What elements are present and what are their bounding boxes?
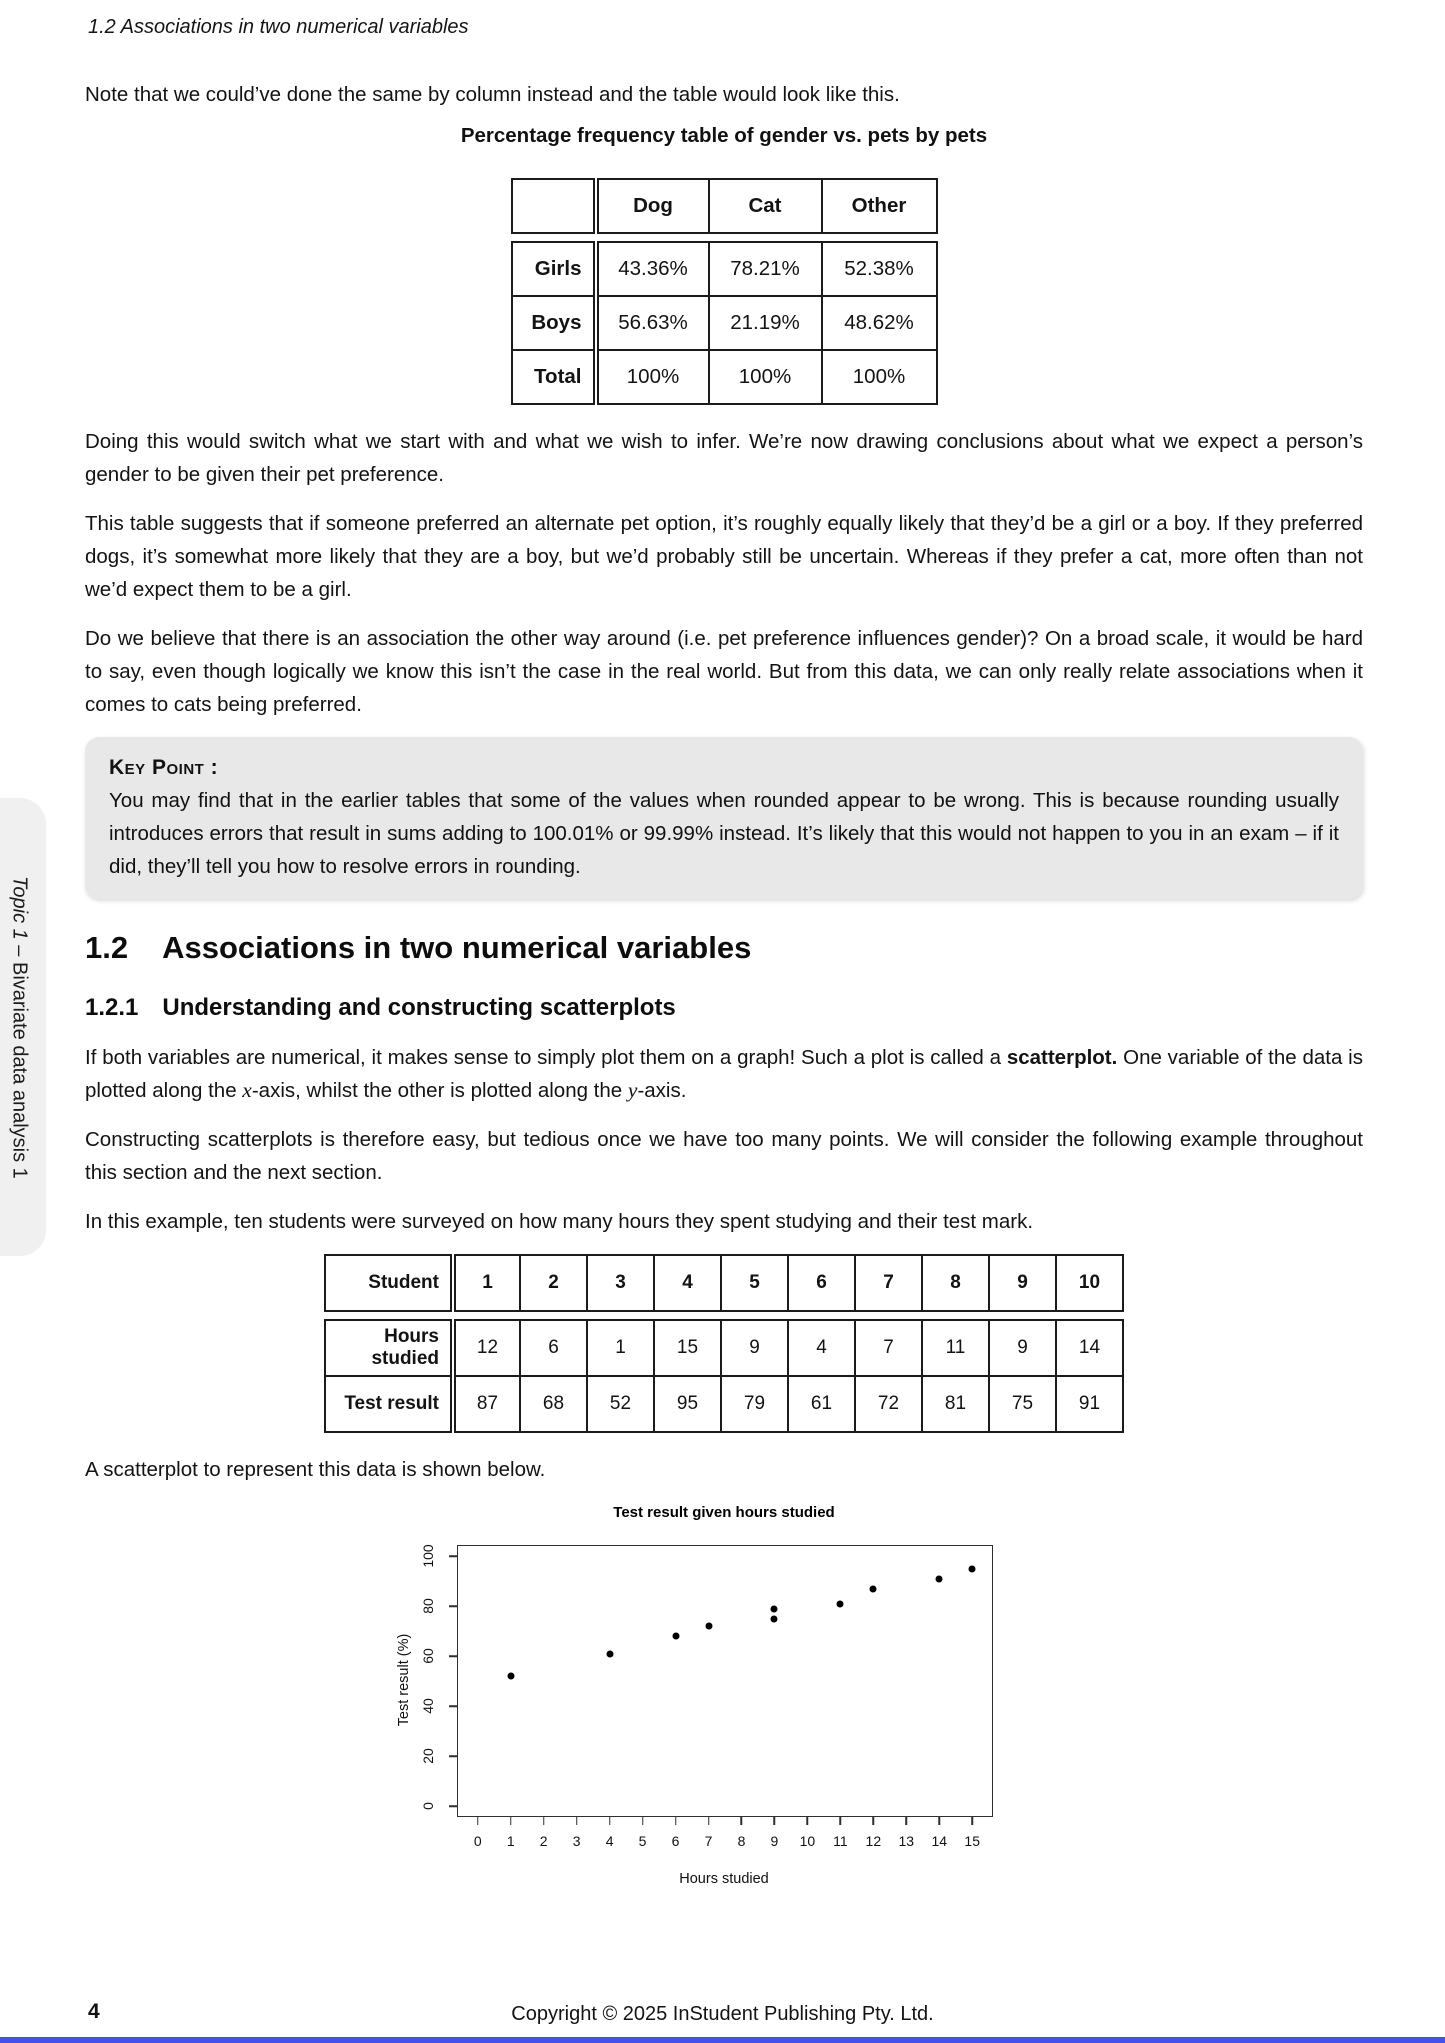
pet-cell: 48.62% <box>822 296 937 350</box>
x-tick-label: 6 <box>671 1833 680 1849</box>
x-tick-label: 12 <box>865 1833 882 1849</box>
student-header-label-cell: Student <box>325 1255 453 1311</box>
student-cell: 15 <box>654 1320 721 1376</box>
student-label-cell: Test result <box>325 1376 453 1432</box>
y-tick <box>449 1555 457 1557</box>
student-row <box>325 1320 1123 1376</box>
x-tick-label: 11 <box>833 1833 848 1849</box>
x-tick <box>576 1817 578 1825</box>
pet-cell: 43.36% <box>596 242 709 296</box>
pet-row <box>512 350 937 404</box>
y-tick <box>449 1755 457 1757</box>
pet-header-row <box>512 179 937 233</box>
x-tick <box>609 1817 611 1825</box>
pet-header-cell: Cat <box>709 179 822 233</box>
data-point <box>771 1615 778 1622</box>
x-tick <box>774 1817 776 1825</box>
data-point <box>606 1650 613 1657</box>
paragraph-constructing: Constructing scatterplots is therefore easy, but tedious once we have too many points. We will consider the following example throughout this section and the next section. <box>85 1128 1363 1184</box>
y-tick-label: 40 <box>420 1698 436 1714</box>
student-cell: 11 <box>922 1320 989 1376</box>
x-tick-label: 10 <box>799 1833 816 1849</box>
pet-header-cell: Other <box>822 179 937 233</box>
student-cell: 61 <box>788 1376 855 1432</box>
data-point <box>705 1623 712 1630</box>
pet-table-title: Percentage frequency table of gender vs. pets by pets <box>460 124 988 147</box>
plot-area <box>420 1544 993 1849</box>
sidebar-topic-label <box>8 876 31 1179</box>
pet-label-cell: Girls <box>512 242 596 296</box>
data-point <box>672 1633 679 1640</box>
x-tick <box>971 1817 973 1825</box>
student-row <box>325 1376 1123 1432</box>
student-label-cell: Hours studied <box>325 1320 453 1376</box>
student-cell: 4 <box>788 1320 855 1376</box>
math-x: x <box>242 1078 252 1102</box>
paragraph-scatterplot-definition <box>85 1041 1363 1107</box>
student-header-cell: 3 <box>587 1255 654 1311</box>
running-header: 1.2 Associations in two numerical variables <box>88 16 469 38</box>
student-cell: 9 <box>989 1320 1056 1376</box>
paragraph-table-suggests: This table suggests that if someone preferred an alternate pet option, it’s roughly equally likely that they’d be a girl or a boy. If they preferred dogs, it’s somewhat more likely that they are a boy, but we’d probably still be uncertain. Whereas if they prefer a cat, more often than not we’d expect them to be a girl. <box>85 512 1363 601</box>
y-axis-label: Test result (%) <box>396 1633 412 1727</box>
subsection-number: 1.2.1 <box>85 994 139 1021</box>
scatterplot-figure <box>374 1502 1074 1900</box>
pet-table <box>85 178 1363 405</box>
paragraph-switch-infer: Doing this would switch what we start with and what we wish to infer. We’re now drawing conclusions about what we expect a person’s gender to be given their pet preference. <box>85 430 1363 486</box>
text-run: If both variables are numerical, it makes sense to simply plot them on a graph! Such a plot is called a <box>85 1046 1007 1069</box>
sidebar-topic-title: – Bivariate data analysis 1 <box>8 939 31 1179</box>
key-point-box <box>85 737 1363 899</box>
x-tick-label: 3 <box>572 1833 581 1849</box>
data-point <box>936 1575 943 1582</box>
y-tick <box>449 1805 457 1807</box>
math-y: y <box>627 1078 638 1102</box>
y-tick-label: 60 <box>420 1648 436 1664</box>
x-tick <box>510 1817 512 1825</box>
x-axis-label: Hours studied <box>679 1871 769 1887</box>
student-cell: 79 <box>721 1376 788 1432</box>
sidebar-topic-number: Topic 1 <box>8 875 31 940</box>
y-tick <box>449 1705 457 1707</box>
x-tick-label: 8 <box>737 1833 746 1849</box>
x-tick-label: 13 <box>898 1833 915 1849</box>
data-point <box>969 1565 976 1572</box>
student-header-cell: 9 <box>989 1255 1056 1311</box>
y-tick-label: 20 <box>420 1748 436 1764</box>
x-tick <box>543 1817 545 1825</box>
student-header-cell: 8 <box>922 1255 989 1311</box>
student-header-cell: 2 <box>520 1255 587 1311</box>
students-table <box>85 1254 1363 1433</box>
student-header-cell: 7 <box>855 1255 922 1311</box>
x-tick <box>477 1817 479 1825</box>
students-table-body <box>324 1319 1124 1433</box>
student-cell: 95 <box>654 1376 721 1432</box>
students-table-header <box>324 1254 1124 1312</box>
pet-label-cell: Total <box>512 350 596 404</box>
x-tick <box>840 1817 842 1825</box>
student-cell: 87 <box>453 1376 520 1432</box>
pet-row <box>512 296 937 350</box>
student-cell: 52 <box>587 1376 654 1432</box>
student-header-cell: 5 <box>721 1255 788 1311</box>
student-header-cell: 10 <box>1056 1255 1123 1311</box>
x-tick <box>741 1817 743 1825</box>
pet-cell: 100% <box>822 350 937 404</box>
x-tick <box>873 1817 875 1825</box>
x-tick-label: 4 <box>605 1833 614 1849</box>
x-tick-label: 14 <box>931 1833 948 1849</box>
student-header-cell: 6 <box>788 1255 855 1311</box>
pet-cell: 100% <box>596 350 709 404</box>
x-tick-label: 0 <box>473 1833 482 1849</box>
pet-header-cell: Dog <box>596 179 709 233</box>
x-tick <box>708 1817 710 1825</box>
x-tick-label: 9 <box>770 1833 779 1849</box>
data-point <box>771 1605 778 1612</box>
student-cell: 12 <box>453 1320 520 1376</box>
pet-label-cell: Boys <box>512 296 596 350</box>
paragraph-intro-table: Note that we could’ve done the same by column instead and the table would look like this. <box>85 83 900 106</box>
student-header-row <box>325 1255 1123 1311</box>
pet-header-label-cell <box>512 179 596 233</box>
pet-table-header <box>511 178 938 234</box>
y-tick-label: 100 <box>420 1544 436 1568</box>
pet-cell: 100% <box>709 350 822 404</box>
bottom-accent-bar <box>0 2037 1445 2043</box>
student-cell: 68 <box>520 1376 587 1432</box>
pet-row <box>512 242 937 296</box>
student-cell: 6 <box>520 1320 587 1376</box>
key-point-body: You may find that in the earlier tables that some of the values when rounded appear to be wrong. This is because rounding usually introduces errors that result in sums adding to 100.01% or 99.99% instead. It’s likely that this would not happen to you in an exam – if it did, they’ll tell you how to resolve errors in rounding. <box>109 789 1339 878</box>
sidebar-topic-tab <box>0 798 46 1256</box>
paragraph-scatterplot-below: A scatterplot to represent this data is shown below. <box>85 1458 546 1481</box>
section-title: Associations in two numerical variables <box>162 930 752 965</box>
paragraph-example-intro: In this example, ten students were surveyed on how many hours they spent studying and their test mark. <box>85 1210 1034 1233</box>
x-tick-label: 7 <box>704 1833 713 1849</box>
y-tick <box>449 1655 457 1657</box>
text-run-bold: scatterplot. <box>1006 1046 1118 1069</box>
x-tick-label: 15 <box>964 1833 981 1849</box>
y-tick <box>449 1605 457 1607</box>
x-tick <box>906 1817 908 1825</box>
pet-cell: 52.38% <box>822 242 937 296</box>
section-heading <box>85 929 1363 967</box>
student-cell: 14 <box>1056 1320 1123 1376</box>
pet-cell: 21.19% <box>709 296 822 350</box>
text-run: One variable of the data is plotted along the <box>85 1046 1363 1102</box>
student-cell: 91 <box>1056 1376 1123 1432</box>
student-header-cell: 1 <box>453 1255 520 1311</box>
student-header-cell: 4 <box>654 1255 721 1311</box>
x-tick-label: 2 <box>539 1833 548 1849</box>
x-tick <box>807 1817 809 1825</box>
y-tick-label: 0 <box>420 1802 436 1810</box>
page-number: 4 <box>88 2000 100 2023</box>
data-point <box>870 1585 877 1592</box>
section-number: 1.2 <box>85 930 129 965</box>
text-run: -axis. <box>637 1079 687 1102</box>
data-point <box>507 1673 514 1680</box>
x-tick-label: 1 <box>506 1833 515 1849</box>
chart-title: Test result given hours studied <box>613 1504 835 1521</box>
x-tick-label: 5 <box>638 1833 647 1849</box>
subsection-title: Understanding and constructing scatterplots <box>162 994 676 1021</box>
copyright-notice: Copyright © 2025 InStudent Publishing Pty. Ltd. <box>511 2003 934 2025</box>
student-cell: 1 <box>587 1320 654 1376</box>
student-cell: 75 <box>989 1376 1056 1432</box>
data-point <box>837 1600 844 1607</box>
text-run: -axis, whilst the other is plotted along the <box>251 1079 628 1102</box>
paragraph-association-other-way: Do we believe that there is an association the other way around (i.e. pet preference influences gender)? On a broad scale, it would be hard to say, even though logically we know this isn’t the case in the real world. But from this data, we can only really relate associations when it comes to cats being preferred. <box>85 627 1363 716</box>
pet-cell: 78.21% <box>709 242 822 296</box>
key-point-label: Key Point : <box>109 756 219 779</box>
student-cell: 7 <box>855 1320 922 1376</box>
student-cell: 81 <box>922 1376 989 1432</box>
x-tick <box>675 1817 677 1825</box>
subsection-heading <box>85 993 1363 1023</box>
pet-table-body <box>511 241 938 405</box>
pet-cell: 56.63% <box>596 296 709 350</box>
student-cell: 9 <box>721 1320 788 1376</box>
y-tick-label: 80 <box>420 1598 436 1614</box>
x-tick <box>939 1817 941 1825</box>
page-content <box>85 78 1363 1900</box>
student-cell: 72 <box>855 1376 922 1432</box>
x-tick <box>642 1817 644 1825</box>
